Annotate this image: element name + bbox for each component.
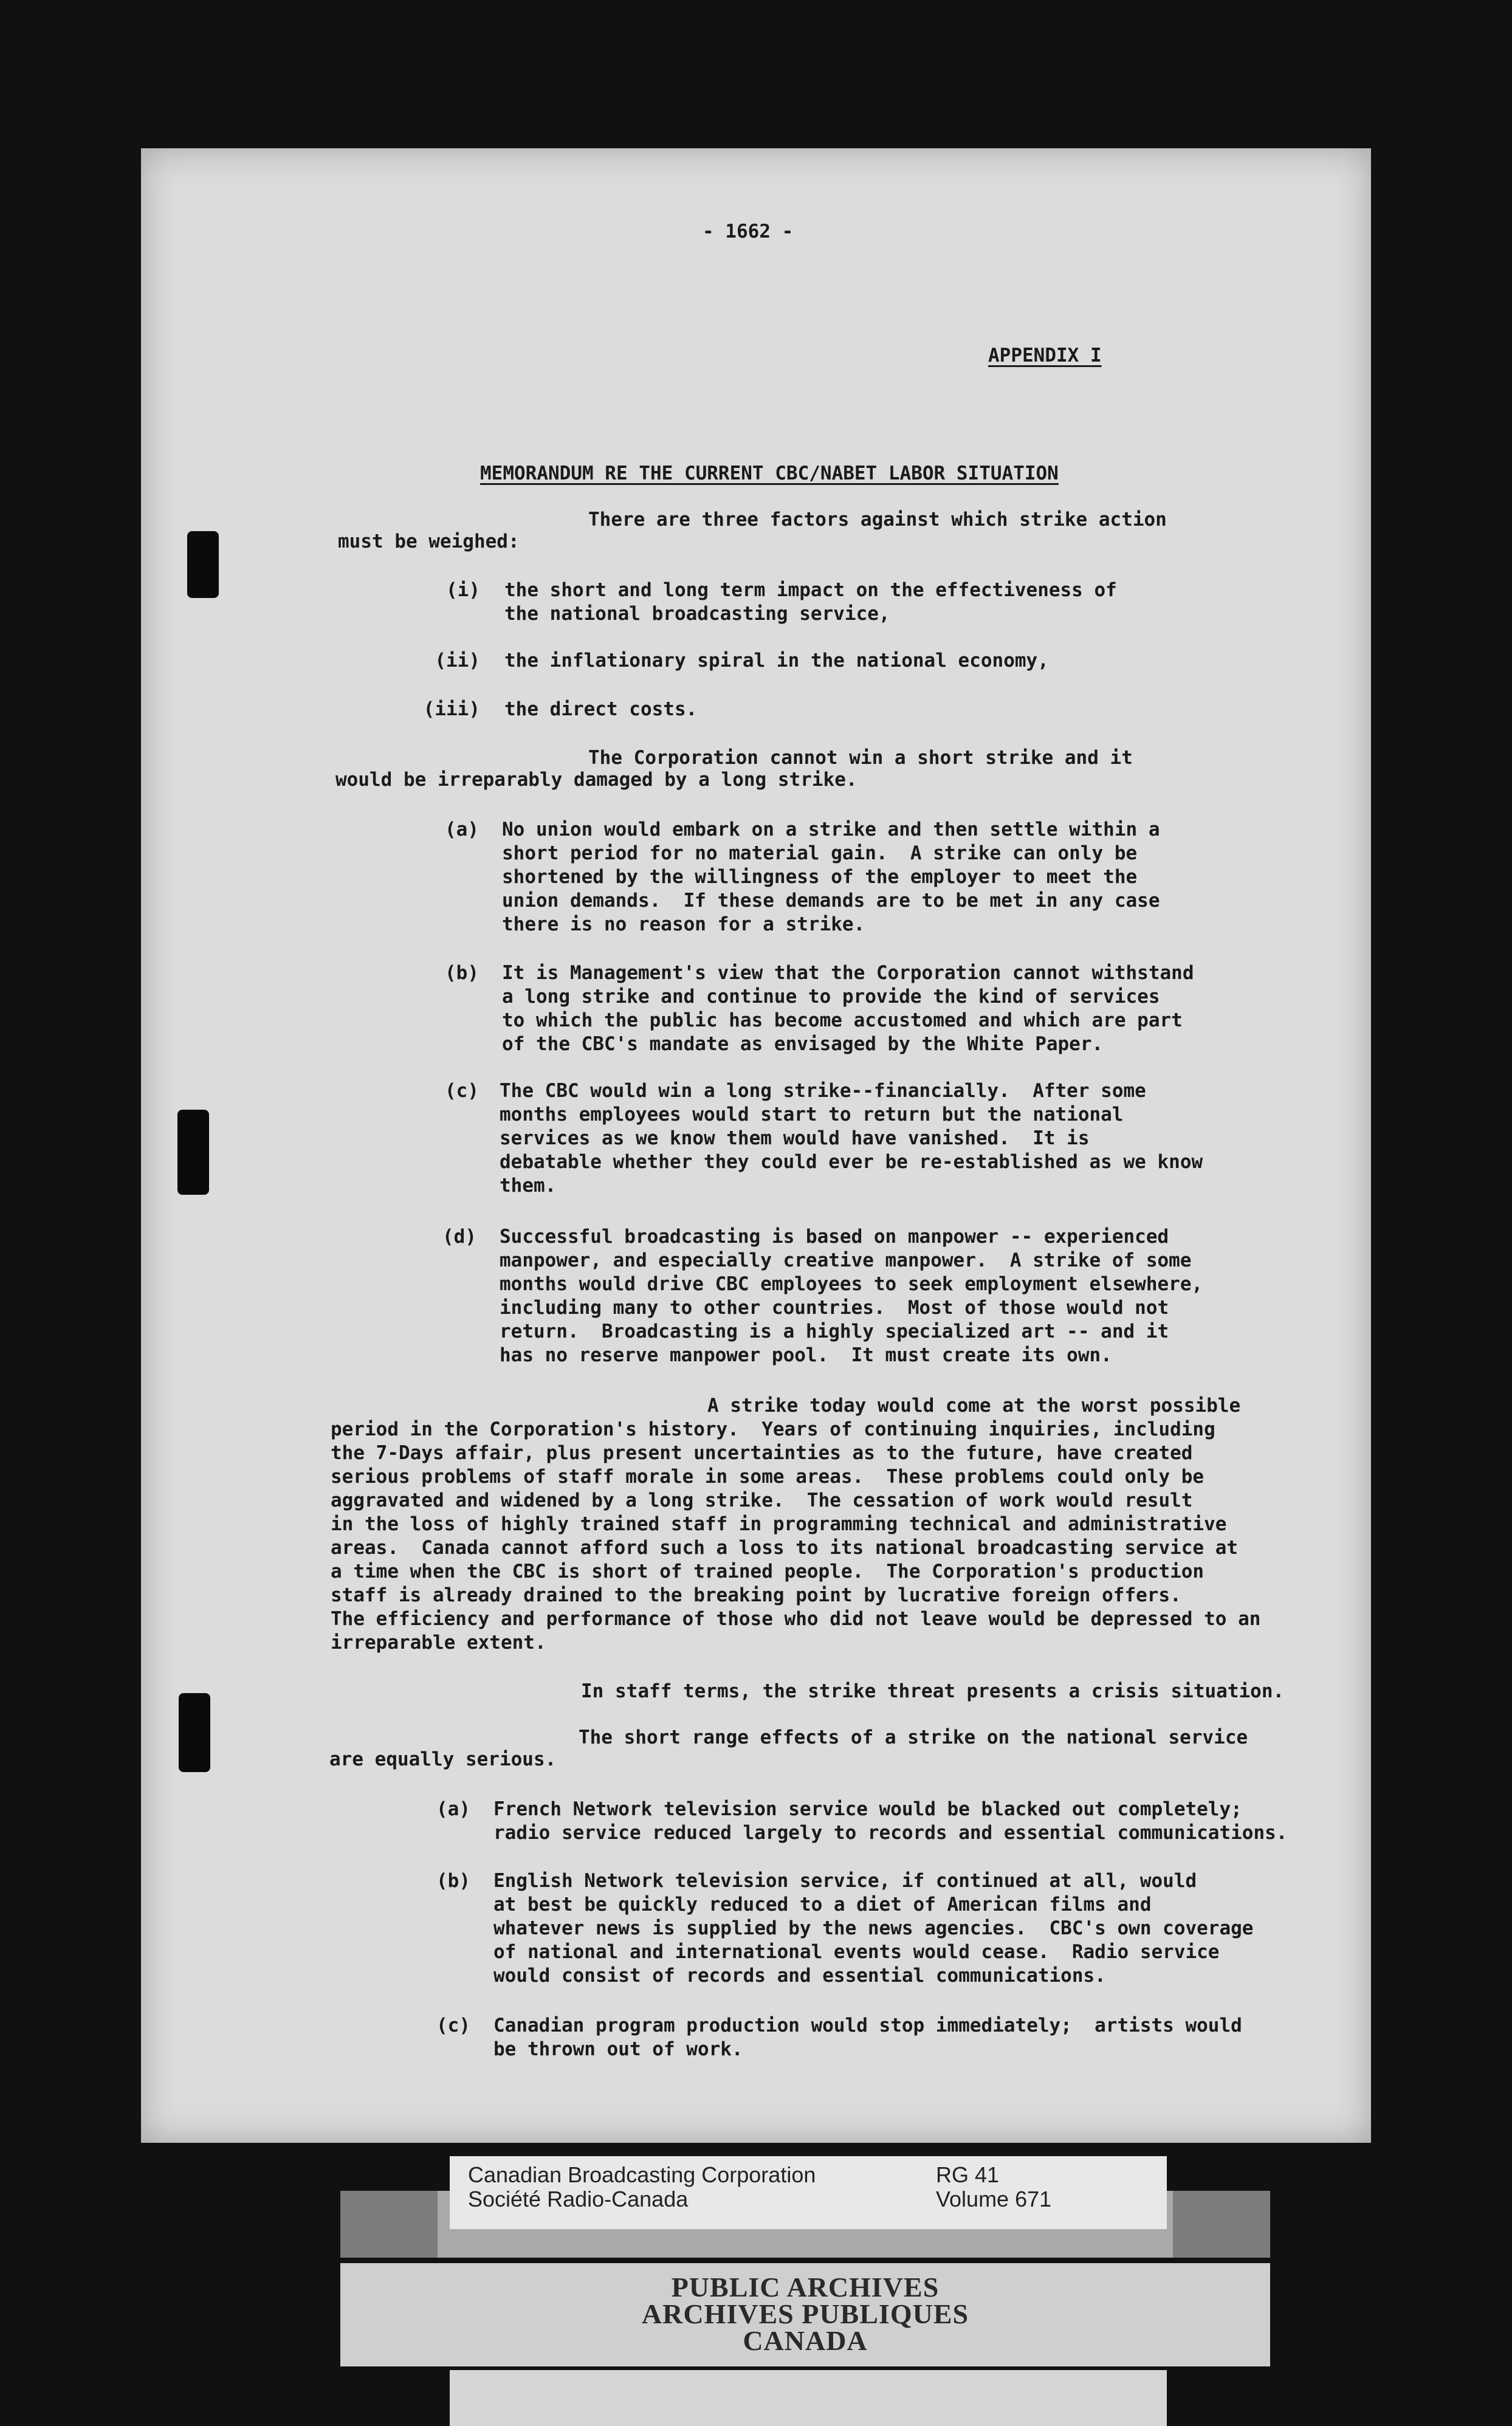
factor-num: (i) xyxy=(446,579,480,601)
short-range-line-2: are equally serious. xyxy=(329,1748,557,1770)
archive-org-fr: Société Radio-Canada xyxy=(468,2187,689,2211)
stamp-line-1: PUBLIC ARCHIVES xyxy=(671,2272,940,2303)
effect-num: (b) xyxy=(436,1870,470,1892)
archive-volume: Volume 671 xyxy=(936,2187,1052,2211)
point-num: (a) xyxy=(445,819,479,840)
point-num: (b) xyxy=(445,962,479,984)
stamp-line-2: ARCHIVES PUBLIQUES xyxy=(641,2298,969,2329)
archive-reference-label xyxy=(450,2156,1167,2229)
staff-terms-line: In staff terms, the strike threat presents a crisis situation. xyxy=(581,1680,1285,1702)
archive-stamp-side-left xyxy=(340,2191,438,2258)
memo-title: MEMORANDUM RE THE CURRENT CBC/NABET LABOR SITUATION xyxy=(480,462,1059,484)
factor-text: the inflationary spiral in the national economy, xyxy=(504,650,1049,672)
effect-text: Canadian program production would stop immediately; artists would be thrown out of work. xyxy=(493,2015,1242,2060)
stamp-line-3: CANADA xyxy=(743,2325,868,2356)
factor-text: the short and long term impact on the effectiveness of the national broadcasting service, xyxy=(504,579,1117,625)
binder-hole-bottom xyxy=(179,1693,210,1772)
effect-text: French Network television service would be blacked out completely; radio service reduced largely to records and essential communications. xyxy=(493,1798,1288,1844)
intro-line-2: must be weighed: xyxy=(338,531,520,552)
factor-text: the direct costs. xyxy=(504,698,698,720)
today-paragraph: A strike today would come at the worst possible period in the Corporation's history. Years of continuing inquiries, including the 7-Days affair, plus present uncertainties as to the future, have created serious problems of staff morale in some areas. These problems could only be aggravated and widened by a long strike. The cessation of work would result in the loss of highly trained staff in programming technical and administrative areas. Canada cannot afford such a loss to its national broadcasting service at a time when the CBC is short of trained people. The Corporation's production staff is already drained to the breaking point by lucrative foreign offers. The efficiency and performance of those who did not leave would be depressed to an irreparable extent. xyxy=(331,1395,1261,1654)
binder-hole-top xyxy=(187,531,219,598)
public-archives-stamp xyxy=(340,2263,1270,2366)
point-text: Successful broadcasting is based on manpower -- experienced manpower, and especially creative manpower. A strike of some months would drive CBC employees to seek employment elsewhere, including many to other countries. Most of those would not return. Broadcasting is a highly specialized art -- and it has no reserve manpower pool. It must create its own. xyxy=(500,1226,1203,1366)
intro-line-1: There are three factors against which strike action xyxy=(588,509,1167,531)
effect-text: English Network television service, if continued at all, would at best be quickly reduced to a diet of American films and whatever news is supplied by the news agencies. CBC's own coverage of national and international events would cease. Radio service would consist of records and essential communications. xyxy=(493,1870,1254,1987)
archive-rg: RG 41 xyxy=(936,2162,1000,2187)
effect-num: (c) xyxy=(436,2015,470,2036)
effect-num: (a) xyxy=(436,1798,470,1820)
binder-hole-middle xyxy=(177,1110,209,1195)
strike-para-line-2: would be irreparably damaged by a long strike. xyxy=(335,769,857,791)
point-text: It is Management's view that the Corporation cannot withstand a long strike and continue to provide the kind of services to which the public has become accustomed and which are part of the CBC's mandate as envisaged by the White Paper. xyxy=(502,962,1194,1055)
appendix-heading: APPENDIX I xyxy=(988,345,1102,366)
factor-num: (ii) xyxy=(435,650,480,672)
strike-para-line-1: The Corporation cannot win a short strike and it xyxy=(588,747,1133,769)
point-text: No union would embark on a strike and then settle within a short period for no material gain. A strike can only be shortened by the willingness of the employer to meet the union demands. If these demands are to be met in any case there is no reason for a strike. xyxy=(502,819,1160,935)
page-number: - 1662 - xyxy=(703,221,794,242)
archive-org-en: Canadian Broadcasting Corporation xyxy=(468,2162,816,2187)
point-num: (d) xyxy=(442,1226,476,1248)
archive-stamp-side-right xyxy=(1173,2191,1270,2258)
point-num: (c) xyxy=(445,1080,479,1102)
point-text: The CBC would win a long strike--financially. After some months employees would start to return but the national services as we know them would have vanished. It is debatable whether they could ever be re-established as we know them. xyxy=(500,1080,1203,1197)
archive-stamp-base xyxy=(450,2370,1167,2426)
short-range-line-1: The short range effects of a strike on the national service xyxy=(579,1727,1248,1748)
factor-num: (iii) xyxy=(423,698,480,720)
